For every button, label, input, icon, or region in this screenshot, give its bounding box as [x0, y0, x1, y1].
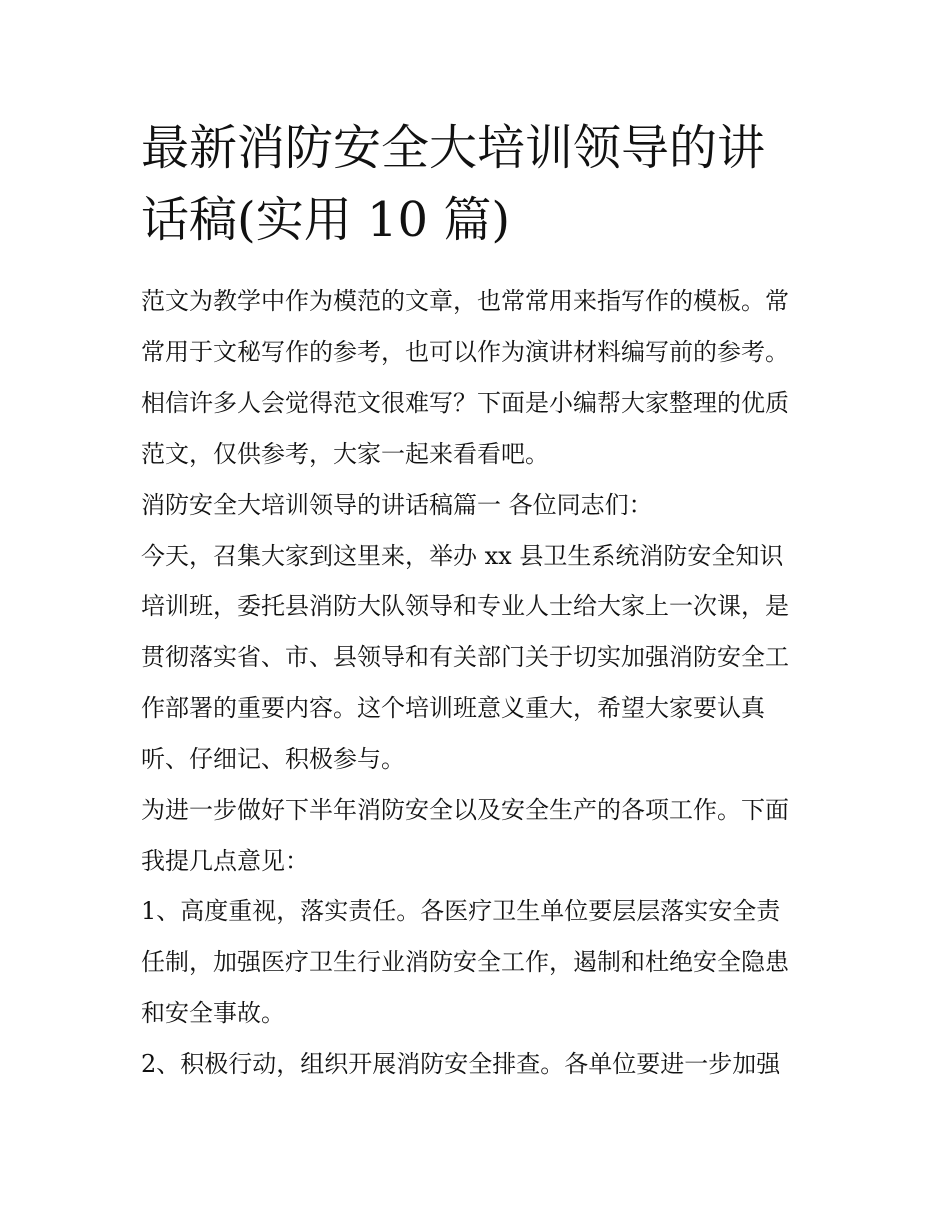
- section-heading-line: 消防安全大培训领导的讲话稿篇一 各位同志们：: [141, 491, 653, 519]
- body-line-2: 常用于文秘写作的参考，也可以作为演讲材料编写前的参考。: [141, 338, 789, 366]
- list-item-1-line-3: 和安全事故。: [141, 999, 285, 1027]
- list-item-1-line-1: 1、高度重视，落实责任。各医疗卫生单位要层层落实安全责: [141, 897, 781, 925]
- body-line-3: 相信许多人会觉得范文很难写？下面是小编帮大家整理的优质: [141, 389, 789, 417]
- title-line-1: 最新消防安全大培训领导的讲: [141, 120, 766, 176]
- list-item-2-line-1: 2、积极行动，组织开展消防安全排查。各单位要进一步加强: [141, 1050, 781, 1078]
- body-line-12: 我提几点意见：: [141, 847, 309, 875]
- body-line-1: 范文为教学中作为模范的文章，也常常用来指写作的模板。常: [141, 287, 789, 315]
- body-line-11: 为进一步做好下半年消防安全以及安全生产的各项工作。下面: [141, 796, 789, 824]
- body-line-10: 听、仔细记、积极参与。: [141, 745, 405, 773]
- body-line-7: 培训班，委托县消防大队领导和专业人士给大家上一次课，是: [141, 592, 789, 620]
- body-line-8: 贯彻落实省、市、县领导和有关部门关于切实加强消防安全工: [141, 643, 789, 671]
- title-line-2: 话稿(实用 10 篇): [141, 192, 511, 248]
- document-title: [141, 112, 821, 256]
- body-line-6: 今天，召集大家到这里来，举办 xx 县卫生系统消防安全知识: [141, 542, 784, 570]
- list-item-1-line-2: 任制，加强医疗卫生行业消防安全工作，遏制和杜绝安全隐患: [141, 948, 789, 976]
- body-line-4: 范文，仅供参考，大家一起来看看吧。: [141, 440, 549, 468]
- body-line-9: 作部署的重要内容。这个培训班意义重大，希望大家要认真: [141, 694, 765, 722]
